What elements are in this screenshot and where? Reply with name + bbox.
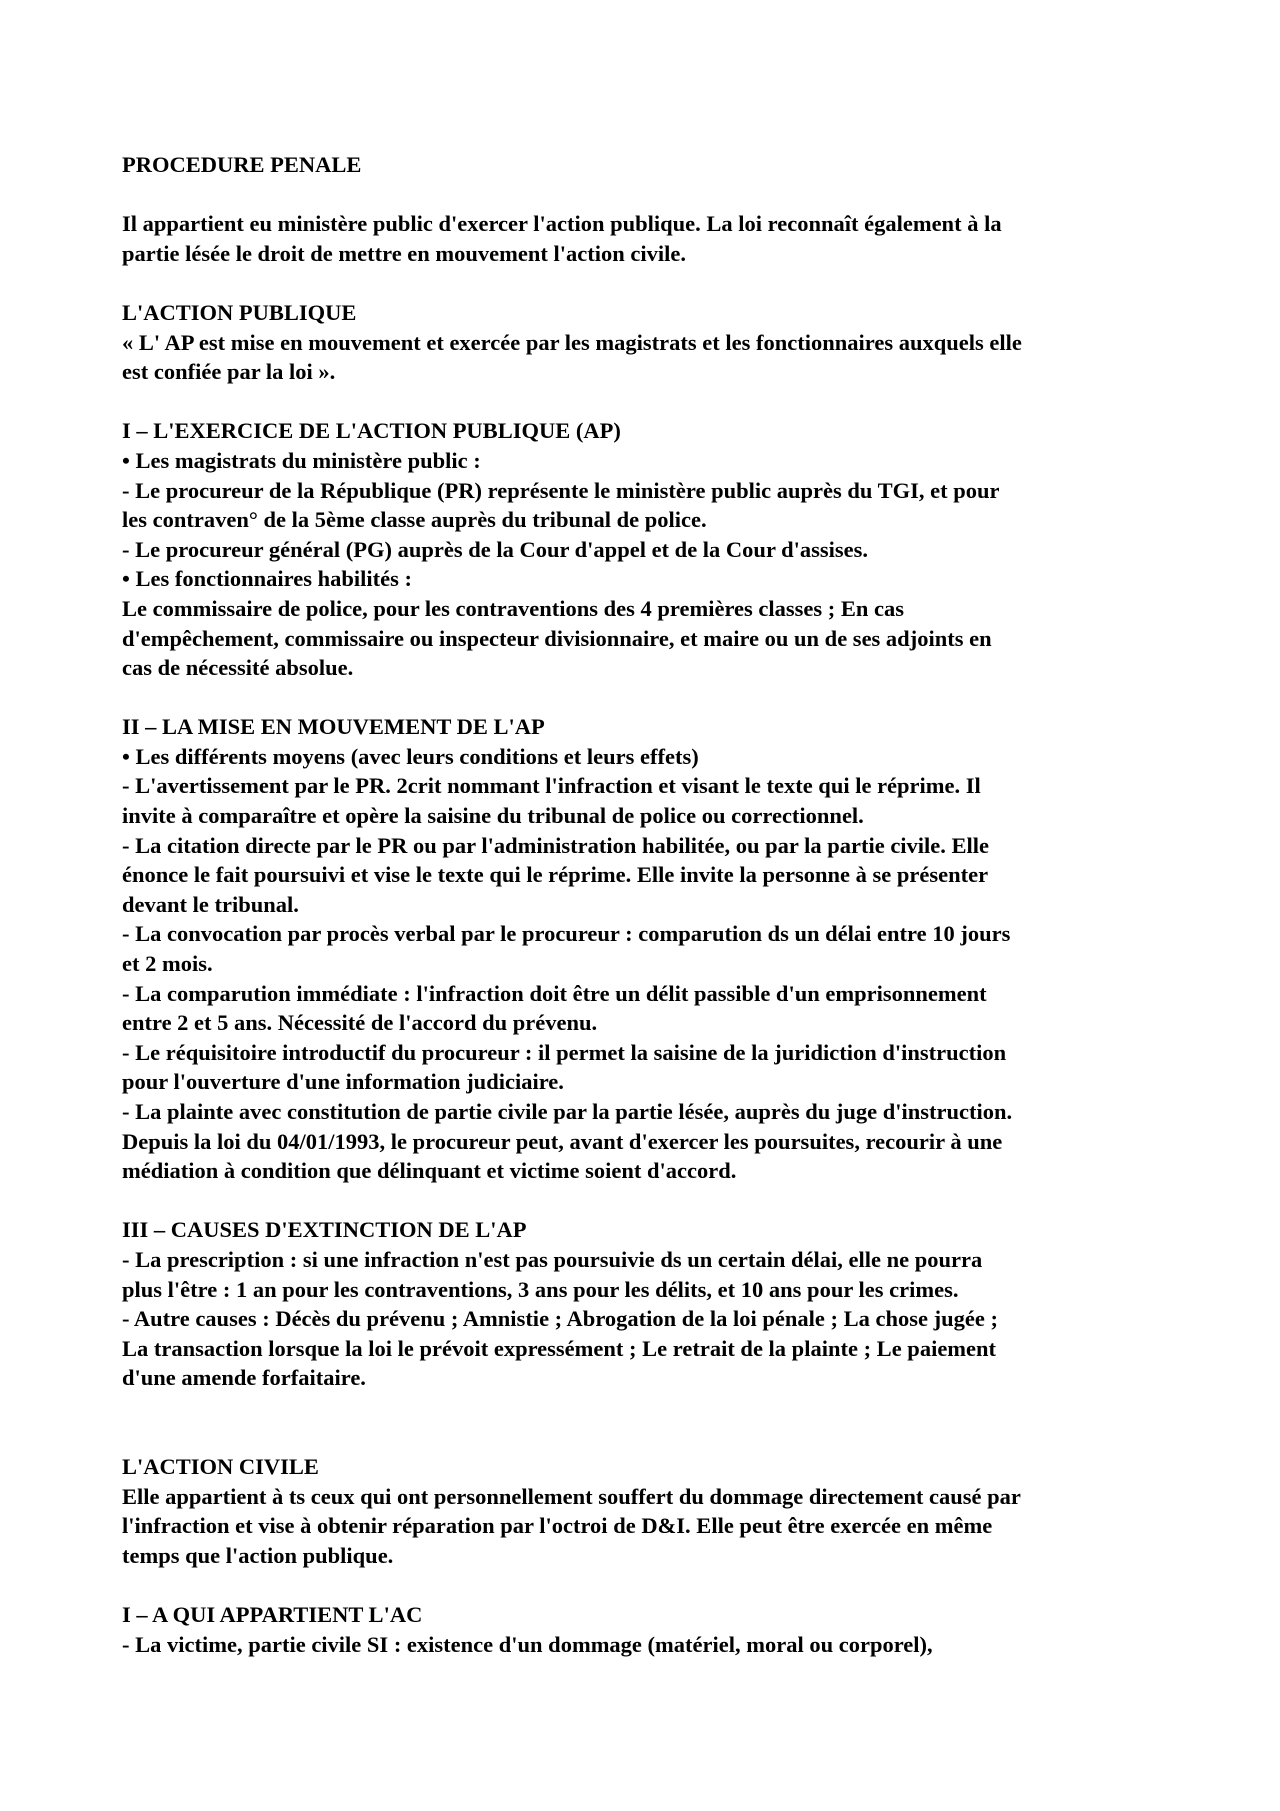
section-2-line: - L'avertissement par le PR. 2crit nommant l'infraction et visant le texte qui le réprime. Il xyxy=(122,773,981,799)
section-3-heading: III – CAUSES D'EXTINCTION DE L'AP xyxy=(122,1217,527,1243)
section-3-line: plus l'être : 1 an pour les contraventions, 3 ans pour les délits, et 10 ans pour les crimes. xyxy=(122,1276,959,1302)
action-publique-line: « L' AP est mise en mouvement et exercée par les magistrats et les fonctionnaires auxquels elle xyxy=(122,329,1022,355)
action-civile-line: l'infraction et vise à obtenir réparation par l'octroi de D&I. Elle peut être exercée en même xyxy=(122,1513,993,1539)
intro-line: Il appartient eu ministère public d'exercer l'action publique. La loi reconnaît également à la xyxy=(122,211,1002,237)
section-ac-1-line: - La victime, partie civile SI : existence d'un dommage (matériel, moral ou corporel), xyxy=(122,1631,933,1657)
section-1-line: • Les magistrats du ministère public : xyxy=(122,447,481,473)
document-page xyxy=(122,150,1182,1689)
section-1-line: cas de nécessité absolue. xyxy=(122,655,354,681)
intro-line: partie lésée le droit de mettre en mouvement l'action civile. xyxy=(122,240,687,266)
action-publique-line: est confiée par la loi ». xyxy=(122,359,336,385)
title-block xyxy=(122,150,1182,180)
section-2-line: pour l'ouverture d'une information judiciaire. xyxy=(122,1069,564,1095)
section-2-line: invite à comparaître et opère la saisine du tribunal de police ou correctionnel. xyxy=(122,803,864,829)
section-1-line: les contraven° de la 5ème classe auprès du tribunal de police. xyxy=(122,507,707,533)
action-publique-heading: L'ACTION PUBLIQUE xyxy=(122,299,357,325)
section-2-line: - La citation directe par le PR ou par l'administration habilitée, ou par la partie civile. Elle xyxy=(122,832,990,858)
section-2-line: énonce le fait poursuivi et vise le texte qui le réprime. Elle invite la personne à se présenter xyxy=(122,862,989,888)
section-2-line: Depuis la loi du 04/01/1993, le procureur peut, avant d'exercer les poursuites, recourir à une xyxy=(122,1128,1003,1154)
action-publique-block xyxy=(122,298,1182,387)
section-1-line: - Le procureur général (PG) auprès de la Cour d'appel et de la Cour d'assises. xyxy=(122,536,869,562)
section-2-line: entre 2 et 5 ans. Nécessité de l'accord du prévenu. xyxy=(122,1010,598,1036)
section-3-line: La transaction lorsque la loi le prévoit expressément ; Le retrait de la plainte ; Le paiement xyxy=(122,1335,997,1361)
action-civile-block xyxy=(122,1452,1182,1570)
section-1-heading: I – L'EXERCICE DE L'ACTION PUBLIQUE (AP) xyxy=(122,418,621,444)
action-civile-line: Elle appartient à ts ceux qui ont personnellement souffert du dommage directement causé par xyxy=(122,1483,1021,1509)
intro-paragraph xyxy=(122,209,1182,268)
section-1-line: Le commissaire de police, pour les contraventions des 4 premières classes ; En cas xyxy=(122,595,905,621)
section-1-line: • Les fonctionnaires habilités : xyxy=(122,566,412,592)
section-2-line: - La plainte avec constitution de partie civile par la partie lésée, auprès du juge d'instruction. xyxy=(122,1099,1013,1124)
action-civile-line: temps que l'action publique. xyxy=(122,1542,394,1568)
section-2-line: - La convocation par procès verbal par le procureur : comparution ds un délai entre 10 jours xyxy=(122,921,1011,947)
section-3-line: - Autre causes : Décès du prévenu ; Amnistie ; Abrogation de la loi pénale ; La chose jugée ; xyxy=(122,1306,998,1332)
section-3-line: - La prescription : si une infraction n'est pas poursuivie ds un certain délai, elle ne pourra xyxy=(122,1246,983,1272)
section-3-block xyxy=(122,1215,1182,1393)
document-title: PROCEDURE PENALE xyxy=(122,152,362,177)
section-2-line: - La comparution immédiate : l'infraction doit être un délit passible d'un emprisonnement xyxy=(122,980,987,1006)
action-civile-heading: L'ACTION CIVILE xyxy=(122,1454,319,1480)
section-1-line: - Le procureur de la République (PR) représente le ministère public auprès du TGI, et pour xyxy=(122,477,1000,503)
section-2-line: • Les différents moyens (avec leurs conditions et leurs effets) xyxy=(122,743,699,769)
section-2-line: - Le réquisitoire introductif du procureur : il permet la saisine de la juridiction d'instruction xyxy=(122,1039,1007,1065)
section-ac-1-heading: I – A QUI APPARTIENT L'AC xyxy=(122,1602,423,1628)
section-2-heading: II – LA MISE EN MOUVEMENT DE L'AP xyxy=(122,714,545,740)
section-ac-1-block xyxy=(122,1600,1182,1659)
section-2-block xyxy=(122,712,1182,1186)
section-1-block xyxy=(122,416,1182,682)
section-1-line: d'empêchement, commissaire ou inspecteur divisionnaire, et maire ou un de ses adjoints en xyxy=(122,625,992,651)
section-2-line: devant le tribunal. xyxy=(122,891,299,917)
section-2-line: médiation à condition que délinquant et victime soient d'accord. xyxy=(122,1158,737,1184)
section-2-line: et 2 mois. xyxy=(122,951,213,977)
section-3-line: d'une amende forfaitaire. xyxy=(122,1365,366,1391)
